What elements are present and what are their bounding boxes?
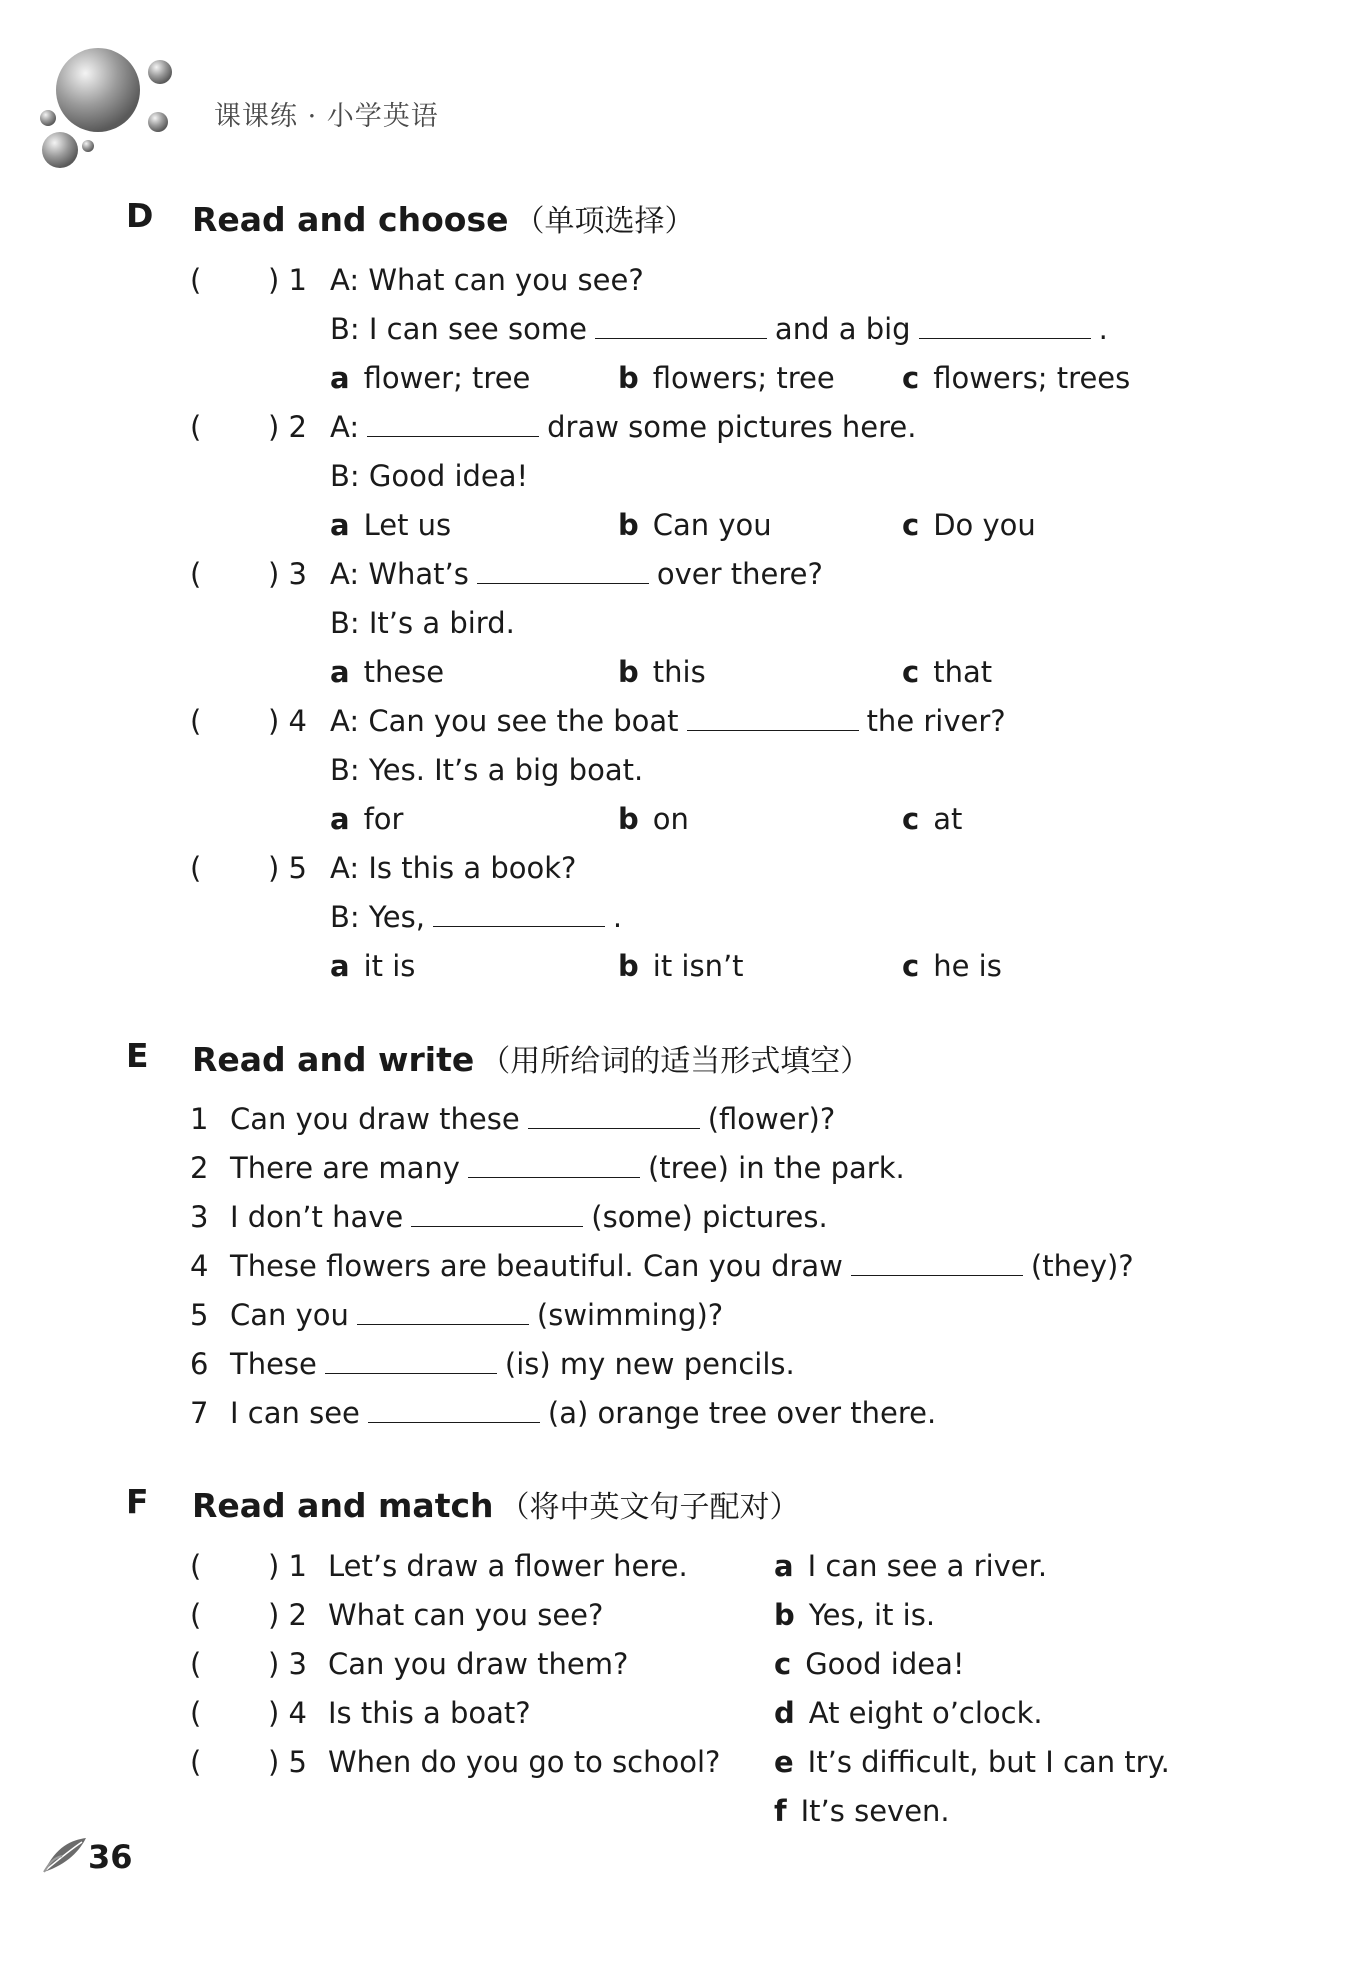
write-item: There are many (tree) in the park. <box>230 1151 905 1185</box>
question-line-a: A: Can you see the boat the river? <box>330 704 1006 738</box>
answer-blank[interactable] <box>411 1204 583 1227</box>
item-number: 3 <box>190 1200 209 1234</box>
match-option: e It’s difficult, but I can try. <box>774 1745 1170 1779</box>
answer-blank[interactable] <box>687 708 859 731</box>
option-a[interactable]: a these <box>330 655 445 689</box>
answer-blank[interactable] <box>477 561 649 584</box>
match-option: b Yes, it is. <box>774 1598 936 1632</box>
option-b[interactable]: b Can you <box>618 508 772 542</box>
option-b[interactable]: b on <box>618 802 689 836</box>
match-sentence: What can you see? <box>328 1598 604 1632</box>
question-line-a: A: draw some pictures here. <box>330 410 917 444</box>
answer-blank[interactable] <box>528 1106 700 1129</box>
option-b[interactable]: b this <box>618 655 706 689</box>
match-option: a I can see a river. <box>774 1549 1048 1583</box>
answer-blank[interactable] <box>851 1253 1023 1276</box>
write-item: These (is) my new pencils. <box>230 1347 795 1381</box>
answer-blank[interactable] <box>433 904 605 927</box>
item-number: 4 <box>190 1249 209 1283</box>
question-number: ) 5 <box>268 851 307 885</box>
option-a[interactable]: a flower; tree <box>330 361 531 395</box>
answer-paren[interactable]: ( <box>190 1745 202 1779</box>
bubbles-logo-icon <box>38 44 178 174</box>
answer-paren[interactable]: ( <box>190 851 202 885</box>
question-number: ) 1 <box>268 1549 307 1583</box>
item-number: 5 <box>190 1298 209 1332</box>
match-sentence: Can you draw them? <box>328 1647 629 1681</box>
match-sentence: When do you go to school? <box>328 1745 721 1779</box>
section-title: Read and match （将中英文句子配对） <box>192 1486 800 1525</box>
option-c[interactable]: c that <box>902 655 993 689</box>
item-number: 7 <box>190 1396 209 1430</box>
answer-blank[interactable] <box>919 316 1091 339</box>
answer-paren[interactable]: ( <box>190 1696 202 1730</box>
write-item: I don’t have (some) pictures. <box>230 1200 828 1234</box>
match-option: d At eight o’clock. <box>774 1696 1043 1730</box>
write-item: Can you (swimming)? <box>230 1298 724 1332</box>
item-number: 1 <box>190 1102 209 1136</box>
answer-blank[interactable] <box>468 1155 640 1178</box>
question-line-b: B: Good idea! <box>330 459 529 493</box>
section-title: Read and choose （单项选择） <box>192 200 695 239</box>
question-line-b: B: It’s a bird. <box>330 606 515 640</box>
option-c[interactable]: c flowers; trees <box>902 361 1131 395</box>
match-option: f It’s seven. <box>774 1794 950 1828</box>
question-number: ) 2 <box>268 1598 307 1632</box>
match-sentence: Let’s draw a flower here. <box>328 1549 688 1583</box>
question-line-a: A: Is this a book? <box>330 851 577 885</box>
answer-paren[interactable]: ( <box>190 1598 202 1632</box>
write-item: Can you draw these (flower)? <box>230 1102 836 1136</box>
book-title: 课课练 · 小学英语 <box>214 101 439 132</box>
page-number: 36 <box>88 1838 133 1876</box>
answer-blank[interactable] <box>325 1351 497 1374</box>
section-letter: F <box>126 1482 149 1521</box>
write-item: I can see (a) orange tree over there. <box>230 1396 937 1430</box>
answer-blank[interactable] <box>595 316 767 339</box>
option-b[interactable]: b flowers; tree <box>618 361 835 395</box>
question-line-a: A: What can you see? <box>330 263 644 297</box>
question-number: ) 4 <box>268 1696 307 1730</box>
match-option: c Good idea! <box>774 1647 965 1681</box>
option-b[interactable]: b it isn’t <box>618 949 744 983</box>
answer-blank[interactable] <box>367 414 539 437</box>
question-number: ) 4 <box>268 704 307 738</box>
write-item: These flowers are beautiful. Can you draw (they)? <box>230 1249 1134 1283</box>
item-number: 6 <box>190 1347 209 1381</box>
match-sentence: Is this a boat? <box>328 1696 531 1730</box>
section-letter: E <box>126 1036 149 1075</box>
question-number: ) 5 <box>268 1745 307 1779</box>
answer-paren[interactable]: ( <box>190 557 202 591</box>
answer-paren[interactable]: ( <box>190 1647 202 1681</box>
answer-blank[interactable] <box>368 1400 540 1423</box>
section-letter: D <box>126 196 154 235</box>
option-c[interactable]: c Do you <box>902 508 1036 542</box>
answer-blank[interactable] <box>357 1302 529 1325</box>
question-number: ) 1 <box>268 263 307 297</box>
question-line-b: B: I can see some and a big . <box>330 312 1108 346</box>
answer-paren[interactable]: ( <box>190 1549 202 1583</box>
question-line-b: B: Yes, . <box>330 900 623 934</box>
answer-paren[interactable]: ( <box>190 704 202 738</box>
leaf-icon <box>42 1836 88 1874</box>
answer-paren[interactable]: ( <box>190 410 202 444</box>
item-number: 2 <box>190 1151 209 1185</box>
question-line-a: A: What’s over there? <box>330 557 823 591</box>
section-title: Read and write （用所给词的适当形式填空） <box>192 1040 871 1079</box>
option-c[interactable]: c he is <box>902 949 1002 983</box>
option-a[interactable]: a it is <box>330 949 416 983</box>
question-number: ) 2 <box>268 410 307 444</box>
option-a[interactable]: a for <box>330 802 404 836</box>
option-c[interactable]: c at <box>902 802 963 836</box>
question-line-b: B: Yes. It’s a big boat. <box>330 753 644 787</box>
answer-paren[interactable]: ( <box>190 263 202 297</box>
question-number: ) 3 <box>268 1647 307 1681</box>
option-a[interactable]: a Let us <box>330 508 452 542</box>
question-number: ) 3 <box>268 557 307 591</box>
